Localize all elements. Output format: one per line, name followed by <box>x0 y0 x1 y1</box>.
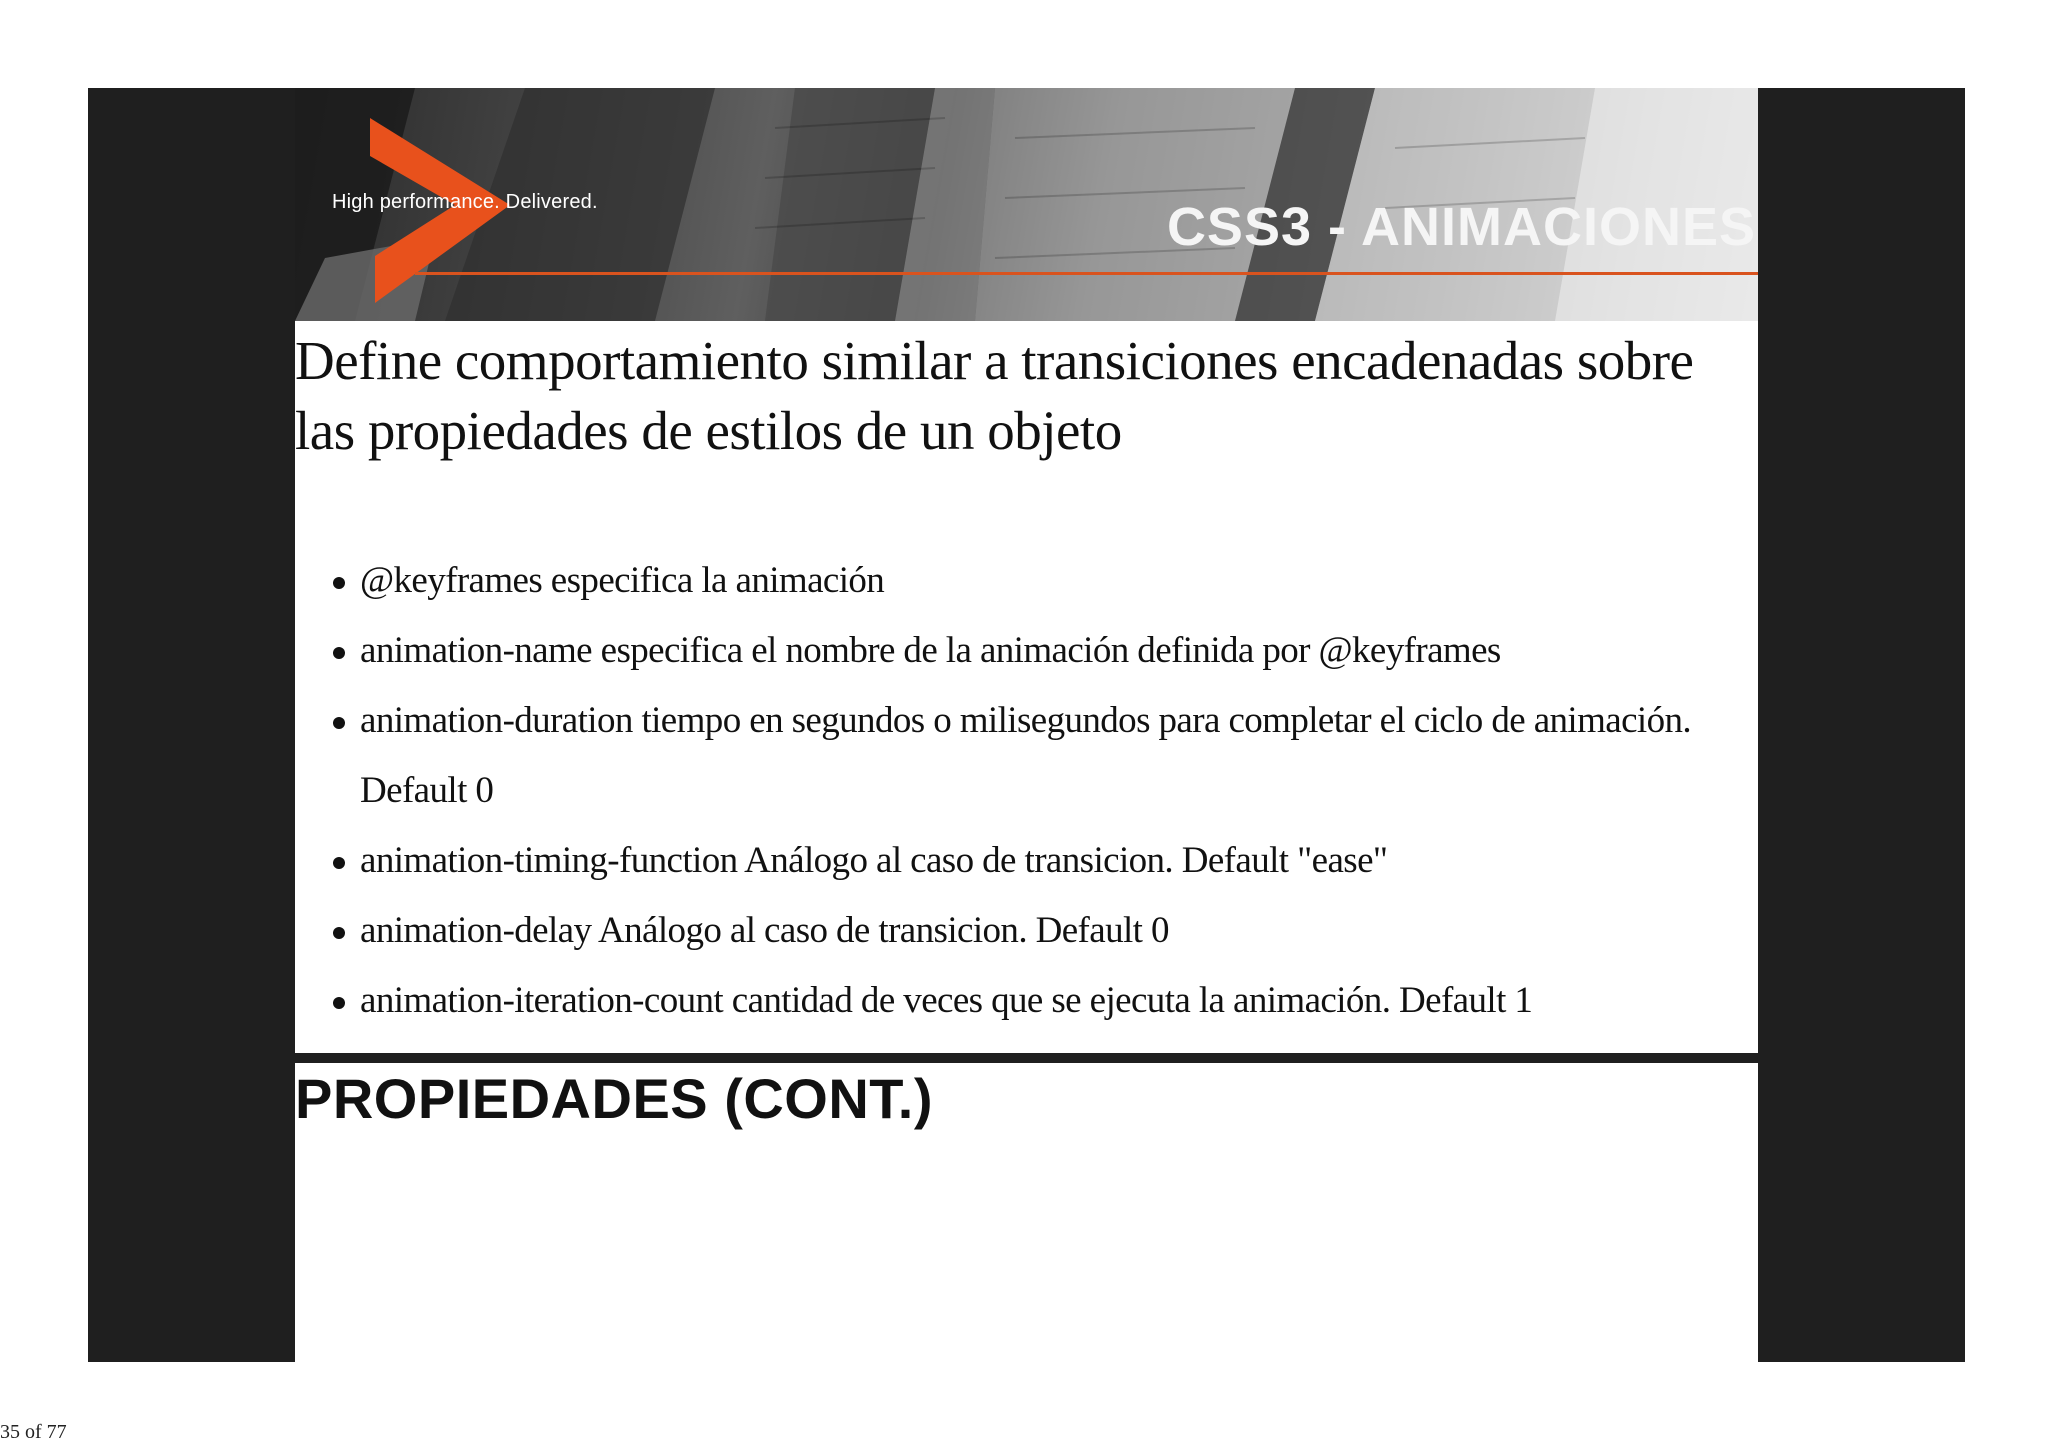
tagline: High performance. Delivered. <box>332 191 598 213</box>
bullet-icon <box>333 647 345 659</box>
bullet-text: animation-delay Análogo al caso de transicion. Default 0 <box>360 910 1169 951</box>
bullet-text: animation-iteration-count cantidad de veces que se ejecuta la animación. Default 1 <box>360 980 1533 1021</box>
bullet-icon <box>333 997 345 1009</box>
bullet-text: @keyframes especifica la animación <box>360 560 885 601</box>
lead-paragraph: Define comportamiento similar a transiciones encadenadas sobre las propiedades de estilos de un objeto <box>295 330 1694 461</box>
bullet-list <box>295 546 1735 1036</box>
bullet-text: animation-timing-function Análogo al caso de transicion. Default "ease" <box>360 840 1388 881</box>
list-item <box>295 686 1735 826</box>
section-title: PROPIEDADES (CONT.) <box>295 1067 933 1130</box>
bullet-text: animation-name especifica el nombre de la animación definida por @keyframes <box>360 630 1501 671</box>
bullet-icon <box>333 927 345 939</box>
list-item <box>295 966 1735 1036</box>
list-item <box>295 616 1735 686</box>
bullet-icon <box>333 857 345 869</box>
slide-banner <box>295 88 1758 321</box>
accent-rule <box>415 272 1758 275</box>
section-divider <box>295 1053 1758 1063</box>
slide-page <box>295 88 1758 1362</box>
list-item <box>295 826 1735 896</box>
bullet-text: animation-duration tiempo en segundos o milisegundos para completar el ciclo de animación. Default 0 <box>360 700 1692 811</box>
list-item <box>295 896 1735 966</box>
page-counter: 35 of 77 <box>0 1421 67 1443</box>
bullet-icon <box>333 577 345 589</box>
bullet-icon <box>333 717 345 729</box>
slide-title: CSS3 - ANIMACIONES <box>1166 197 1756 257</box>
list-item <box>295 546 1735 616</box>
